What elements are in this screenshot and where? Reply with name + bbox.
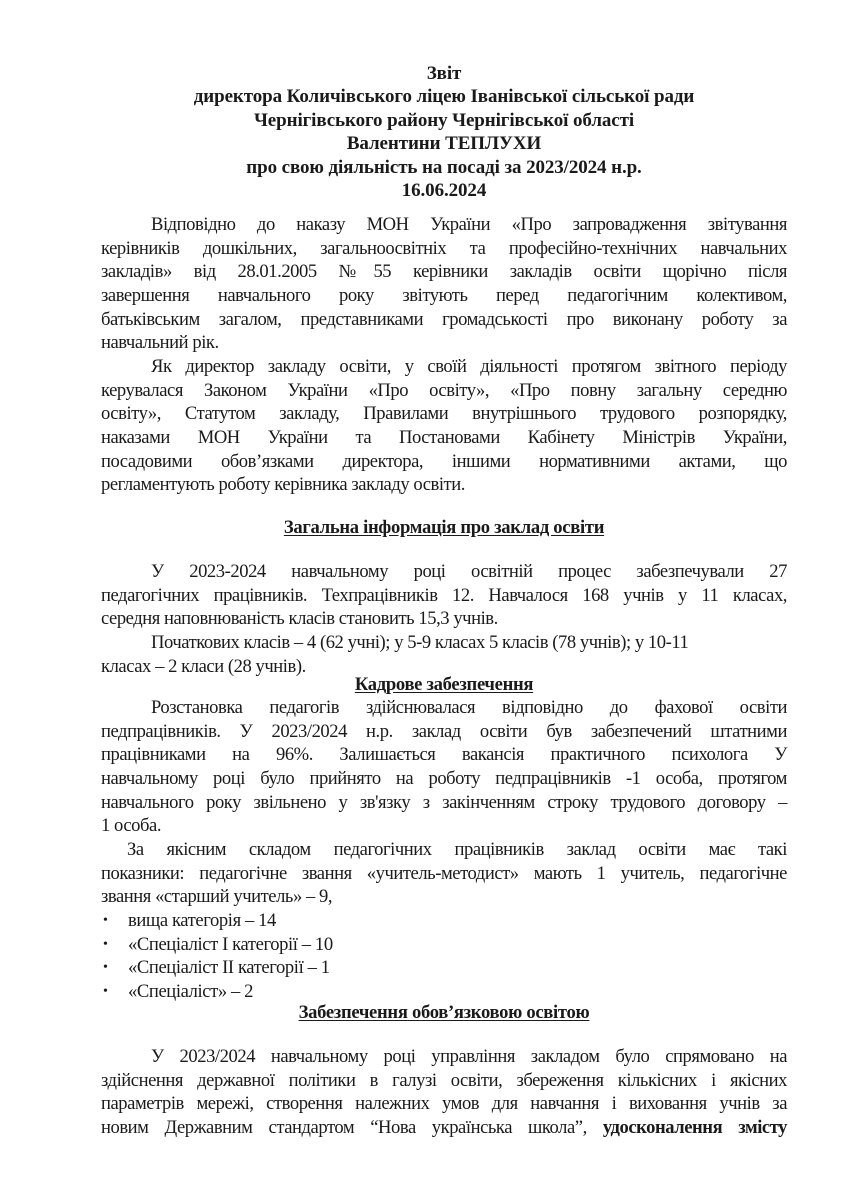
section-heading-compulsory-education <box>101 1001 787 1025</box>
list-item <box>101 956 787 980</box>
bullet-dot-icon: • <box>103 960 108 976</box>
list-item <box>101 933 787 957</box>
text-line: Як директор закладу освіти, у своїй діяльності протягом звітного періоду <box>151 356 787 377</box>
general-paragraph-1 <box>101 560 787 631</box>
bullet-dot-icon: • <box>103 913 108 928</box>
list-item-text: «Спеціаліст ІІ категорії – 1 <box>128 957 330 979</box>
bullet-dot-icon: • <box>103 984 108 1000</box>
text-line: Відповідно до наказу МОН України «Про запровадження звітування <box>151 214 787 235</box>
text-line: посадовими обов’язками директора, іншими нормативними актами, що <box>101 450 787 472</box>
list-item-text: «Спеціаліст І категорії – 10 <box>128 933 333 955</box>
text-line: У 2023/2024 навчальному році управління закладом було спрямовано на <box>151 1046 787 1067</box>
text-line: навчальному році було прийнято на роботу педпрацівників -1 особа, протягом <box>101 768 787 790</box>
text-line <box>101 1116 787 1140</box>
heading-text: Забезпечення обов’язковою освітою <box>298 1002 590 1023</box>
bullet-dot-icon: • <box>103 936 108 952</box>
title-line-report: Звіт <box>426 63 462 84</box>
title-line-date: 16.06.2024 <box>401 180 487 202</box>
list-item-text: вища категорія – 14 <box>128 910 276 931</box>
title-line-name: Валентини ТЕПЛУХИ <box>346 133 542 155</box>
text-line: Початкових класів – 4 (62 учні); у 5-9 класах 5 класів (78 учнів); у 10-11 <box>151 632 689 653</box>
title-line-district: Чернігівського району Чернігівської області <box>253 109 635 131</box>
compulsory-paragraph-1 <box>101 1045 787 1140</box>
report-title <box>101 62 787 202</box>
text-line: параметрів мережі, створення належних умов для навчання і виховання учнів за <box>101 1093 787 1115</box>
text-plain: новим Державним стандартом “Нова українська школа”, <box>101 1117 603 1139</box>
text-line: завершення навчального року звітують перед педагогічним колективом, <box>101 285 787 307</box>
text-line: У 2023-2024 навчальному році освітній процес забезпечували 27 <box>151 561 787 582</box>
text-line: освіту», Статутом закладу, Правилами внутрішнього трудового розпорядку, <box>101 403 787 425</box>
text-line: Розстановка педагогів здійснювалася відповідно до фахової освіти <box>151 697 787 718</box>
text-line: регламентують роботу керівника закладу освіти. <box>101 474 465 496</box>
section-heading-general-info <box>101 516 787 540</box>
text-line: батьківським загалом, представниками громадськості про виконану роботу за <box>101 308 787 330</box>
text-bold: удосконалення змісту <box>602 1117 787 1139</box>
text-line: навчальний рік. <box>101 332 219 354</box>
text-line: середня наповнюваність класів становить 15,3 учнів. <box>101 608 498 630</box>
heading-text: Кадрове забезпечення <box>354 674 534 695</box>
title-line-period: про свою діяльність на посаді за 2023/2024 н.р. <box>246 156 642 178</box>
text-line: керівників дошкільних, загальноосвітніх та професійно-технічних навчальних <box>101 237 787 259</box>
text-line: працівниками на 96%. Залишається вакансія практичного психолога У <box>101 744 787 766</box>
text-line: наказами МОН України та Постановами Кабінету Міністрів України, <box>101 427 787 449</box>
heading-text: Загальна інформація про заклад освіти <box>283 517 605 538</box>
list-item-text: «Спеціаліст» – 2 <box>128 981 254 1003</box>
list-item <box>101 909 787 933</box>
text-line: класах – 2 класи (28 учнів). <box>101 655 306 677</box>
staffing-paragraph-2 <box>101 838 787 909</box>
staffing-paragraph-1 <box>101 696 787 838</box>
section-heading-staffing <box>101 673 787 697</box>
text-line: педагогічних працівників. Техпрацівників 12. Навчалося 168 учнів у 11 класах, <box>101 584 787 606</box>
qualification-list <box>101 909 787 1004</box>
text-line: звання «старший учитель» – 9, <box>101 886 333 908</box>
text-line: керувалася Законом України «Про освіту», «Про повну загальну середню <box>101 379 787 401</box>
text-line: За якісним складом педагогічних працівників заклад освіти має такі <box>127 839 787 860</box>
text-line: педпрацівників. У 2023/2024 н.р. заклад освіти був забезпечений штатними <box>101 720 787 742</box>
text-line: показники: педагогічне звання «учитель-методист» мають 1 учитель, педагогічне <box>101 862 787 884</box>
text-line: здійснення державної політики в галузі освіти, збереження кількісних і якісних <box>101 1069 787 1091</box>
text-line: закладів» від 28.01.2005 №55 керівники закладів освіти щорічно після <box>101 261 787 283</box>
general-paragraph-2 <box>101 631 787 678</box>
intro-paragraph-2 <box>101 355 787 497</box>
intro-paragraph-1 <box>101 213 787 355</box>
text-line: навчального року звільнено у зв'язку з закінченням строку трудового договору – <box>101 791 787 813</box>
text-line: 1 особа. <box>101 815 162 837</box>
title-line-director: директора Количівського ліцею Іванівської сільської ради <box>193 86 695 108</box>
